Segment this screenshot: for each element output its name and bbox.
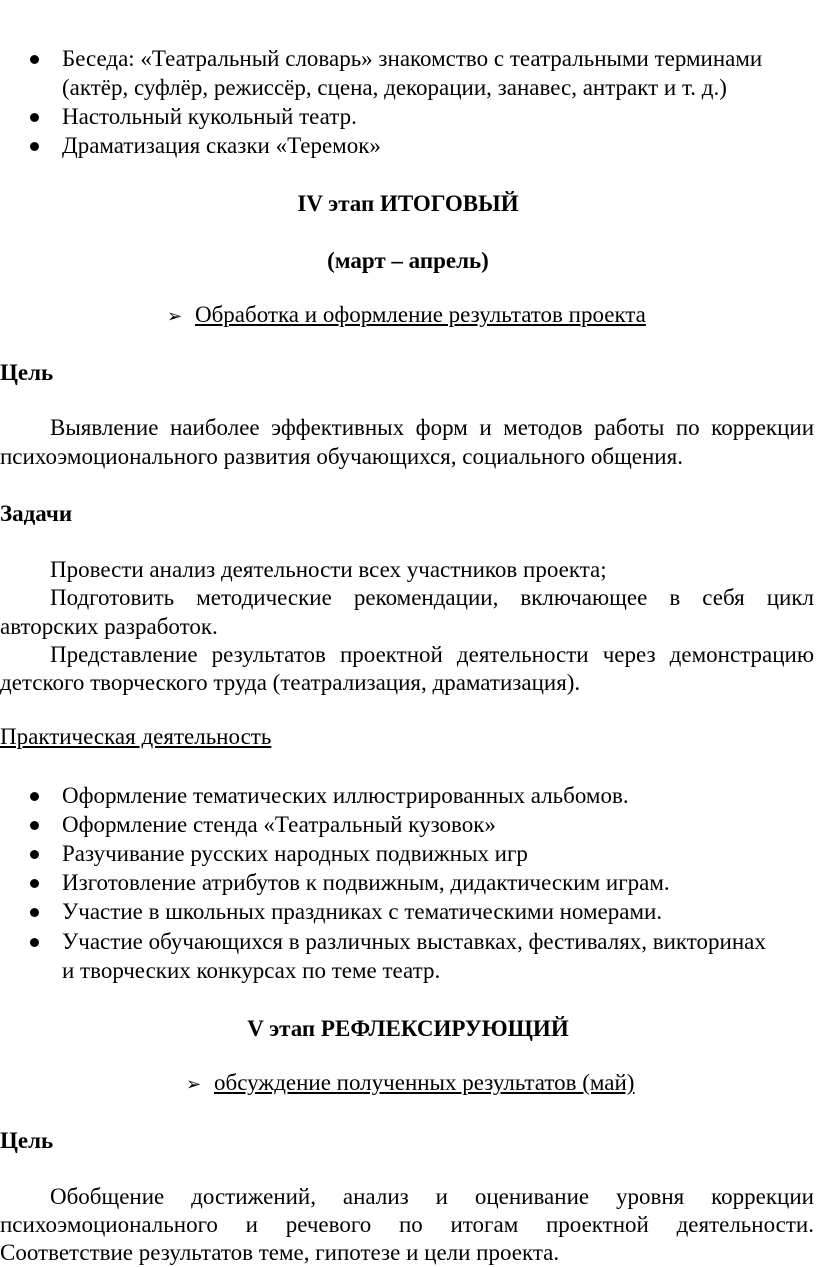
bullet-icon <box>30 113 39 122</box>
goal-text-line: психоэмоционального и речевого по итогам проектной деятельности. <box>0 1212 814 1237</box>
bullet-icon <box>30 792 39 801</box>
tasks-heading: Задачи <box>0 501 73 526</box>
stage-title: IV этап ИТОГОВЫЙ <box>297 191 519 216</box>
bullet-icon <box>30 938 39 947</box>
goal-text-line <box>0 413 814 442</box>
task-text-line: детского творческого труда (театрализация, драматизация). <box>0 670 581 695</box>
list-item <box>24 839 814 868</box>
list-item-line: и творческих конкурсах по теме театр. <box>62 958 441 983</box>
goal-text-line: Соответствие результатов теме, гипотезе и цели проекта. <box>0 1240 560 1265</box>
task-text-line <box>0 640 814 669</box>
stage-topic <box>167 300 646 331</box>
list-item-line: Драматизация сказки «Теремок» <box>62 133 381 158</box>
list-item-line: Беседа: «Театральный словарь» знакомство с театральными терминами <box>62 46 763 71</box>
list-item-line: Разучивание русских народных подвижных игр <box>62 841 528 866</box>
task-text-line <box>0 583 814 612</box>
list-item <box>24 868 814 897</box>
arrowhead-icon: ➢ <box>186 1074 202 1095</box>
list-item-line: Участие в школьных праздниках с тематическими номерами. <box>62 899 663 924</box>
stage-period: (март – апрель) <box>327 248 489 273</box>
bullet-icon <box>30 850 39 859</box>
goal-text-line: психоэмоционального развития обучающихся, социального общения. <box>0 444 683 469</box>
task-text-line: авторских разработок. <box>0 614 218 639</box>
goal-text: Обобщение достижений, анализ и оценивание уровня коррекции <box>50 1184 814 1209</box>
list-item <box>24 781 814 810</box>
list-item <box>24 897 814 926</box>
bullet-icon <box>30 821 39 830</box>
list-item <box>24 131 814 160</box>
stage-title: V этап РЕФЛЕКСИРУЮЩИЙ <box>247 1016 569 1041</box>
list-item-line: Оформление стенда «Театральный кузовок» <box>62 812 496 837</box>
bullet-icon <box>30 142 39 151</box>
list-item <box>24 102 814 131</box>
list-item-line: Оформление тематических иллюстрированных альбомов. <box>62 783 629 808</box>
list-item <box>24 927 814 985</box>
list-item <box>24 810 814 839</box>
list-item-line: Изготовление атрибутов к подвижным, дидактическим играм. <box>62 870 670 895</box>
goal-heading: Цель <box>0 1128 54 1153</box>
bullet-icon <box>30 55 39 64</box>
list-item <box>24 44 814 102</box>
stage-topic-text: Обработка и оформление результатов проекта <box>195 302 646 327</box>
goal-heading: Цель <box>0 360 54 385</box>
bullet-icon <box>30 879 39 888</box>
bullet-icon <box>30 908 39 917</box>
goal-text: Выявление наиболее эффективных форм и методов работы по коррекции <box>50 415 814 440</box>
list-item-line: Настольный кукольный театр. <box>62 104 357 129</box>
task-text: Провести анализ деятельности всех участников проекта; <box>50 557 607 582</box>
stage-topic <box>186 1068 634 1099</box>
arrowhead-icon: ➢ <box>167 306 183 327</box>
list-item-line: (актёр, суфлёр, режиссёр, сцена, декорации, занавес, антракт и т. д.) <box>62 75 727 100</box>
stage-topic-text: обсуждение полученных результатов (май) <box>214 1070 635 1095</box>
practice-heading: Практическая деятельность <box>0 724 272 749</box>
task-text: Представление результатов проектной деятельности через демонстрацию <box>50 642 814 667</box>
list-item-line: Участие обучающихся в различных выставках, фестивалях, викторинах <box>62 929 766 954</box>
goal-text-line <box>0 1182 814 1211</box>
task-text: Подготовить методические рекомендации, включающее в себя цикл <box>50 585 814 610</box>
